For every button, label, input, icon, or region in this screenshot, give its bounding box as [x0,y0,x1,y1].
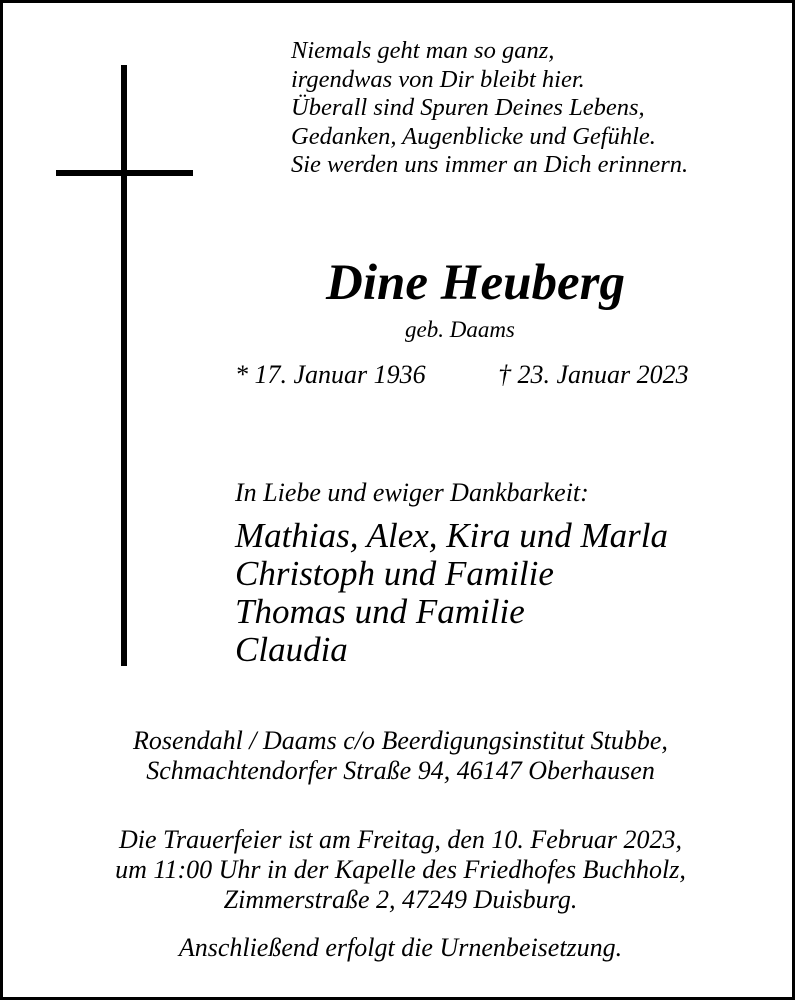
birth-date: * 17. Januar 1936 [235,360,426,389]
ceremony-line: Die Trauerfeier ist am Freitag, den 10. Februar 2023, [118,825,683,854]
cross-icon-bar [56,170,193,176]
closing-note: Anschließend erfolgt die Urnenbeisetzung. [178,933,623,962]
dedication-line: In Liebe und ewiger Dankbarkeit: [235,478,589,507]
poem-line: Überall sind Spuren Deines Lebens, [291,94,645,121]
poem-line: Gedanken, Augenblicke und Gefühle. [291,122,656,150]
mourners-list [235,517,668,669]
poem-line: Niemals geht man so ganz, [291,37,555,64]
mourner-entry: Thomas und Familie [235,592,525,631]
mourner-entry: Mathias, Alex, Kira und Marla [235,516,668,555]
ceremony-line: um 11:00 Uhr in der Kapelle des Friedhofes Buchholz, [115,855,686,884]
ceremony-details [3,825,795,915]
address-line: Rosendahl / Daams c/o Beerdigungsinstitut Stubbe, [133,726,668,755]
mourner-entry: Christoph und Familie [235,554,554,593]
poem-line: irgendwas von Dir bleibt hier. [291,65,585,93]
memorial-poem [291,37,688,180]
ceremony-line: Zimmerstraße 2, 47249 Duisburg. [223,885,578,914]
poem-line: Sie werden uns immer an Dich erinnern. [291,151,689,178]
address-line: Schmachtendorfer Straße 94, 46147 Oberhausen [146,756,655,785]
cross-icon [121,65,127,666]
deceased-name: Dine Heuberg [326,255,625,311]
contact-address [3,726,795,786]
maiden-name: geb. Daams [405,317,515,342]
death-date: † 23. Januar 2023 [498,360,689,389]
mourner-entry: Claudia [235,630,348,669]
